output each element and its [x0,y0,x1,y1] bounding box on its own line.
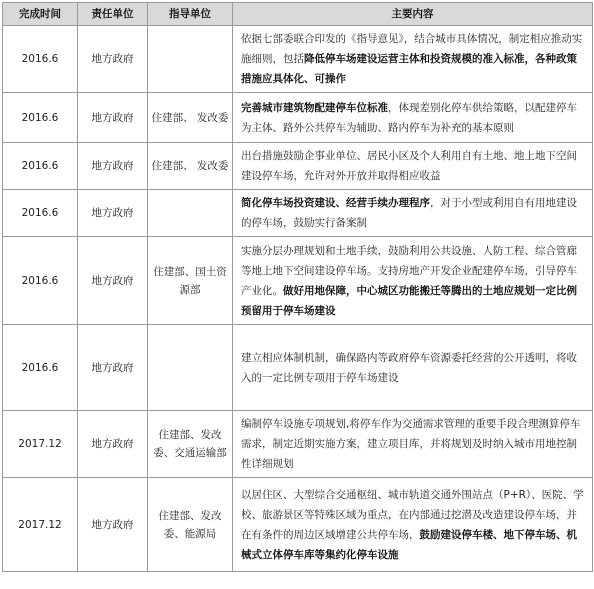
content-segment: 以居住区、大型综合交通枢纽、城市轨道交通外围站点（P+R）、医院、学校、旅游景区等特殊区域为重点，在内部通过挖潜及改造建设停车场，并在有条件的周边区域增建公共停车场， [241,488,584,541]
cell-main-content [233,93,593,143]
cell-responsible-unit: 地方政府 [78,93,148,143]
cell-guiding-unit: 住建部、 发改委 [148,143,233,190]
content-segment: ，对于小型或利用自有用地建设的停车场，鼓励实行备案制 [241,197,577,229]
content-bold-segment: 鼓励建设停车楼、地下停车场、机械式立体停车库等集约化停车设施 [241,528,577,561]
table-row [3,411,593,478]
cell-responsible-unit: 地方政府 [78,411,148,478]
policy-table [2,2,593,572]
cell-completion-time: 2016.6 [3,325,78,411]
content-bold-segment: 简化停车场投资建设、经营手续办理程序 [241,197,430,209]
content-segment: 实施分层办理规划和土地手续，鼓励利用公共设施、人防工程、综合管廊等地上地下空间建设停车场。支持房地产开发企业配建停车场，引导停车产业化。 [241,244,577,297]
header-responsible-unit: 责任单位 [78,3,148,26]
header-completion-time: 完成时间 [3,3,78,26]
cell-completion-time: 2016.6 [3,190,78,237]
cell-guiding-unit [148,325,233,411]
content-bold-segment: 做好用地保障，中心城区功能搬迁等腾出的土地应规划一定比例预留用于停车场建设 [241,284,577,317]
content-segment: ，体现差别化停车供给策略，以配建停车为主体、路外公共停车为辅助、路内停车为补充的基本原则 [241,101,577,134]
cell-responsible-unit: 地方政府 [78,478,148,572]
table-row [3,190,593,237]
table-body [3,26,593,572]
cell-guiding-unit: 住建部、 发改委 [148,93,233,143]
cell-main-content [233,478,593,572]
content-bold-segment: 完善城市建筑物配建停车位标准 [241,101,388,114]
cell-main-content [233,26,593,93]
cell-completion-time: 2016.6 [3,237,78,325]
table-row [3,478,593,572]
header-guiding-unit: 指导单位 [148,3,233,26]
cell-guiding-unit [148,190,233,237]
table-header-row [3,3,593,26]
cell-main-content [233,411,593,478]
cell-guiding-unit: 住建部、发改委、交通运输部 [148,411,233,478]
cell-completion-time: 2016.6 [3,26,78,93]
cell-guiding-unit: 住建部、发改委、能源局 [148,478,233,572]
cell-main-content [233,143,593,190]
content-segment: 建立相应体制机制，确保路内等政府停车资源委托经营的公开透明，将收入的一定比例专项用于停车场建设 [241,351,577,384]
table-row [3,26,593,93]
table-row [3,93,593,143]
cell-main-content [233,325,593,411]
cell-guiding-unit [148,26,233,93]
cell-main-content [233,237,593,325]
cell-completion-time: 2017.12 [3,478,78,572]
cell-main-content [233,190,593,237]
table-row [3,325,593,411]
content-bold-segment: 降低停车场建设运营主体和投资规模的准入标准，各种政策措施应具体化、可操作 [241,53,577,85]
content-segment: 出台措施鼓励企事业单位、居民小区及个人利用自有土地、地上地下空间建设停车场，允许对外开放并取得相应收益 [241,150,577,182]
cell-responsible-unit: 地方政府 [78,325,148,411]
cell-completion-time: 2017.12 [3,411,78,478]
cell-completion-time: 2016.6 [3,93,78,143]
content-segment: 依据七部委联合印发的《指导意见》，结合城市具体情况，制定相应推动实施细则，包括 [241,33,583,65]
cell-responsible-unit: 地方政府 [78,190,148,237]
table-row [3,143,593,190]
table-row [3,237,593,325]
header-main-content: 主要内容 [233,3,593,26]
cell-responsible-unit: 地方政府 [78,26,148,93]
cell-completion-time: 2016.6 [3,143,78,190]
content-segment: 编制停车设施专项规划,将停车作为交通需求管理的重要手段合理测算停车需求，制定近期实施方案，建立项目库，并将规划及时纳入城市用地控制性详细规划 [241,418,581,470]
cell-responsible-unit: 地方政府 [78,143,148,190]
cell-responsible-unit: 地方政府 [78,237,148,325]
cell-guiding-unit: 住建部、国土资源部 [148,237,233,325]
